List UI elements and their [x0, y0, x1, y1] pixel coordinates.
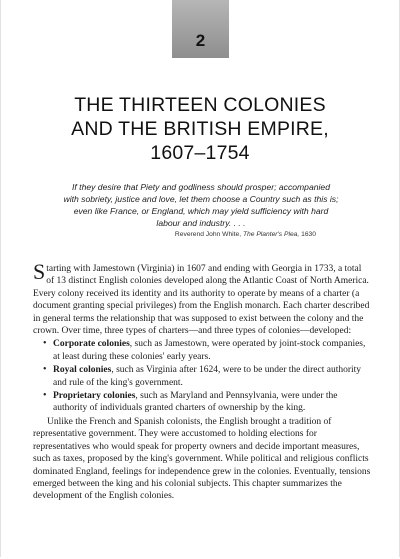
- chapter-title-line-1: THE THIRTEEN COLONIES: [74, 94, 326, 116]
- attribution-author: Reverend John White,: [174, 231, 242, 238]
- closing-paragraph: Unlike the French and Spanish colonists, the English brought a tradition of representative government. They were accustomed to holding elections for representatives who would speak for property owners and decide important measures, such as taxes, proposed by the king's government. While political and religious conflicts dominated England, feelings for independence grew in the colonies. Eventually, tensions emerged between the king and his colonial subjects. This chapter summarizes the development of the English colonies.: [33, 416, 371, 502]
- drop-cap: S: [33, 259, 46, 284]
- chapter-tab: [172, 0, 229, 58]
- list-item-term: Corporate colonies: [53, 339, 130, 350]
- colony-types-list: [33, 338, 371, 414]
- chapter-title-line-3: 1607–1754: [150, 142, 250, 164]
- epigraph: [60, 181, 342, 229]
- epigraph-attribution: [175, 231, 316, 238]
- list-item-text: , such as Maryland and Pennsylvania, were under the authority of individuals granted charters of ownership by the king.: [53, 391, 338, 414]
- list-item-term: Royal colonies: [53, 365, 112, 376]
- list-item-text: , such as Jamestown, were operated by joint-stock companies, at least during these colonies' early years.: [53, 339, 366, 362]
- attribution-year: 1630: [301, 231, 316, 238]
- epigraph-line-2: with sobriety, justice and love, let them choose a Country such as this is;: [63, 194, 339, 204]
- epigraph-line-4: labour and industry. . . .: [156, 218, 246, 228]
- intro-paragraph: [33, 259, 371, 337]
- list-item-term: Proprietary colonies: [53, 391, 136, 402]
- chapter-title-line-2: AND THE BRITISH EMPIRE,: [71, 118, 329, 140]
- epigraph-line-3: even like France, or England, which may yield sufficiency with hard: [73, 206, 329, 216]
- list-item-text: , such as Virginia after 1624, were to be under the direct authority and rule of the king's government.: [53, 365, 362, 388]
- list-item: [43, 338, 371, 363]
- intro-text: tarting with Jamestown (Virginia) in 1607 and ending with Georgia in 1733, a total of 13 distinct English colonies developed along the Atlantic Coast of North America. Every colony received its identity and its authority to operate by means of a charter (a document granting special privileges) from the English monarch. Each charter described in general terms the relationship that was supposed to exist between the colony and the crown. Over time, three types of charters—and three types of colonies—developed:: [33, 264, 370, 337]
- list-item: [43, 364, 371, 389]
- chapter-number: 2: [195, 31, 206, 50]
- list-item: [43, 390, 371, 415]
- chapter-title: [0, 93, 400, 165]
- attribution-work: The Planter's Plea,: [242, 231, 300, 238]
- epigraph-line-1: If they desire that Piety and godliness should prosper; accompanied: [72, 182, 330, 192]
- body-text: [33, 259, 371, 503]
